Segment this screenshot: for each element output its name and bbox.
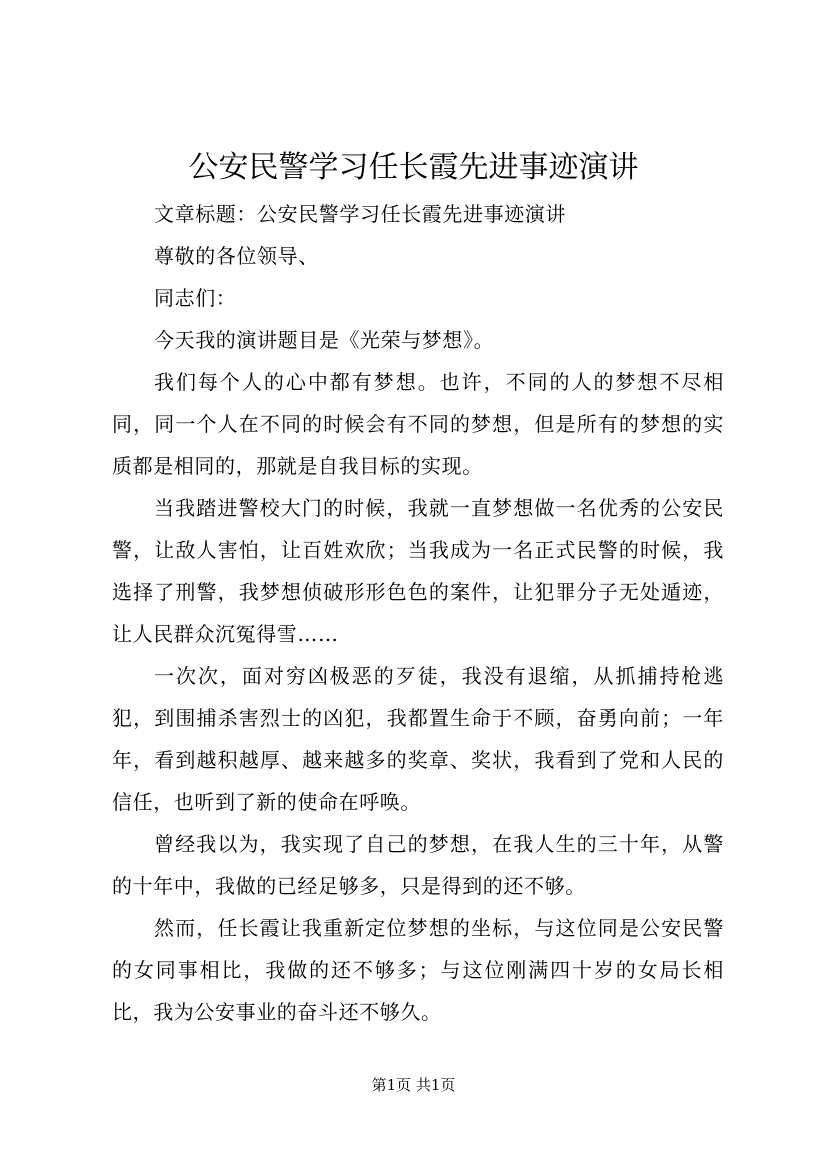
body-paragraph: 一次次，面对穷凶极恶的歹徒，我没有退缩，从抓捕持枪逃犯，到围捕杀害烈士的凶犯，我都置生命于不顾，奋勇向前；一年年，看到越积越厚、越来越多的奖章、奖状，我看到了党和人民的信任，也听到了新的使命在呼唤。 <box>112 664 724 814</box>
speech-topic-paragraph: 今天我的演讲题目是《光荣与梦想》。 <box>154 328 495 352</box>
salutation-leaders: 尊敬的各位领导、 <box>154 244 319 268</box>
body-paragraph: 然而，任长霞让我重新定位梦想的坐标，与这位同是公安民警的女同事相比，我做的还不够多；与这位刚满四十岁的女局长相比，我为公安事业的奋斗还不够久。 <box>112 916 724 1024</box>
salutation-comrades: 同志们： <box>154 286 237 310</box>
body-paragraph: 我们每个人的心中都有梦想。也许，不同的人的梦想不尽相同，同一个人在不同的时候会有不同的梦想，但是所有的梦想的实质都是相同的，那就是自我目标的实现。 <box>112 370 724 478</box>
article-title-line: 文章标题：公安民警学习任长霞先进事迹演讲 <box>154 202 566 226</box>
body-paragraph: 当我踏进警校大门的时候，我就一直梦想做一名优秀的公安民警，让敌人害怕，让百姓欢欣；当我成为一名正式民警的时候，我选择了刑警，我梦想侦破形形色色的案件，让犯罪分子无处遁迹，让人民群众沉冤得雪…… <box>112 496 724 646</box>
page-number-footer: 第1页 共1页 <box>371 1076 456 1094</box>
document-body <box>112 193 724 1033</box>
body-paragraph: 曾经我以为，我实现了自己的梦想，在我人生的三十年，从警的十年中，我做的已经足够多，只是得到的还不够。 <box>112 832 724 898</box>
document-title: 公安民警学习任长霞先进事迹演讲 <box>188 150 639 185</box>
